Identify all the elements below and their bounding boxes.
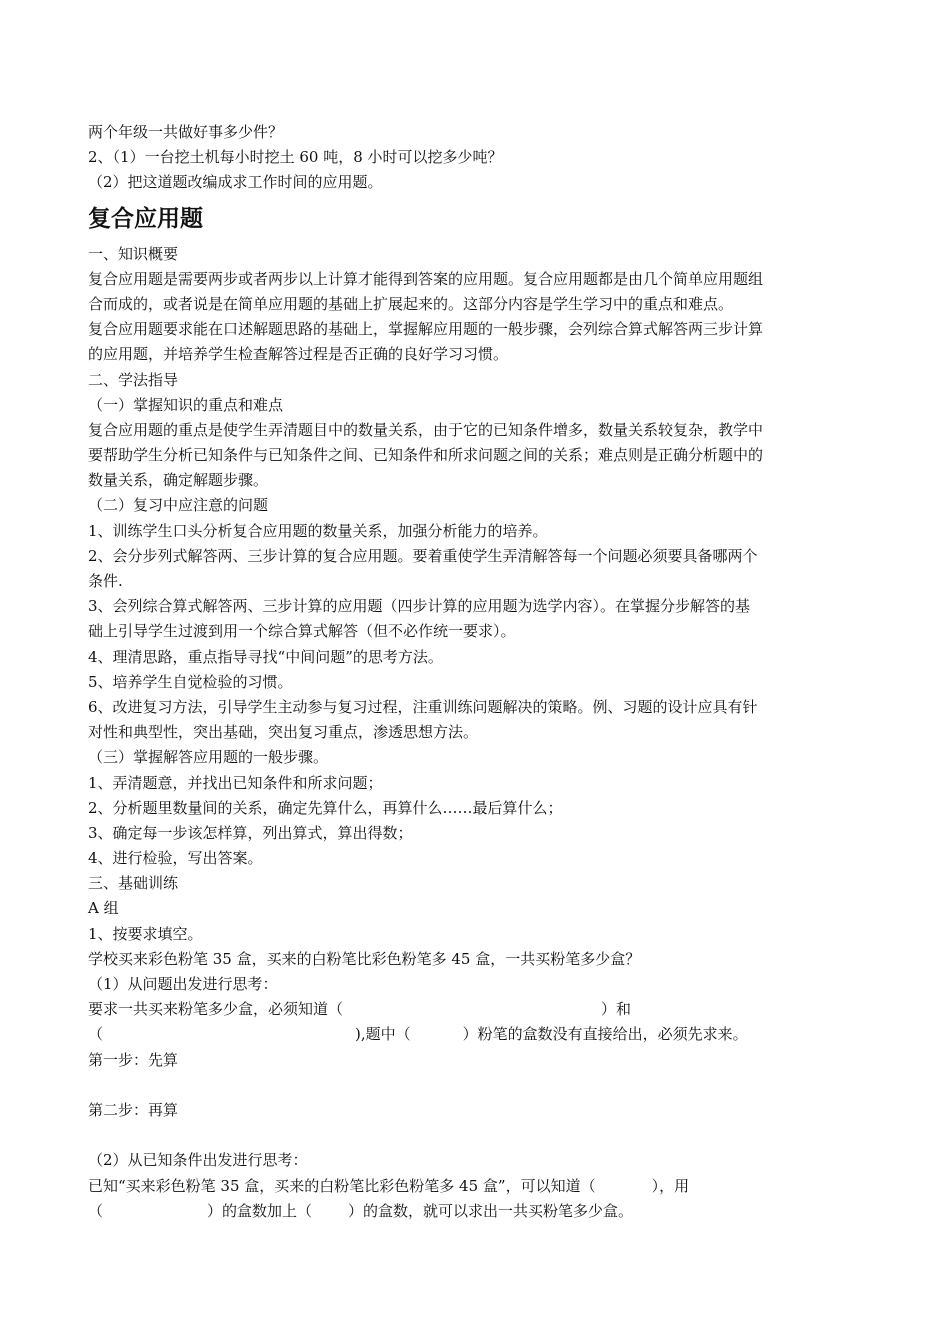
text-segment: 要求一共买来粉笔多少盒，必须知道（ [88,1000,344,1019]
subquestion: （1）从问题出发进行思考： [88,975,278,993]
subquestion: （2）从已知条件出发进行思考： [88,1151,308,1170]
text-line: 要帮助学生分析已知条件与已知条件之间、已知条件和所求问题之间的关系；难点则是正确分析题中的 [88,446,764,465]
fill-blank-line [88,997,848,1022]
section-title: 二、学法指导 [88,370,179,389]
text-segment: （ [88,1201,104,1220]
text-segment: ）的盒数加上（ [207,1201,313,1220]
text-line: 的应用题，并培养学生检查解答过程是否正确的良好学习习惯。 [88,345,509,364]
text-segment: （ [88,1025,104,1044]
fill-blank-line [88,1174,848,1199]
list-item: 3、会列综合算式解答两、三步计算的应用题（四步计算的应用题为选学内容）。在掌握分步解答的基 [88,597,751,616]
list-item: 4、理清思路，重点指导寻找“中间问题”的思考方法。 [88,647,443,666]
text-segment: ）的盒数，就可以求出一共买粉笔多少盒。 [348,1201,634,1220]
subsection-title: （三）掌握解答应用题的一般步骤。 [88,748,329,767]
list-item: 础上引导学生过渡到用一个综合算式解答（但不必作统一要求）。 [88,622,516,641]
text-line: 两个年级一共做好事多少件？ [88,123,284,141]
list-item: 5、培养学生自觉检验的习惯。 [88,672,293,691]
list-item: 条件. [88,572,123,590]
step-label: 第一步：先算 [88,1050,179,1069]
section-title: 三、基础训练 [88,874,179,893]
text-line: 数量关系，确定解题步骤。 [88,471,269,490]
text-segment: ),题中（ [355,1025,411,1044]
list-item: 1、训练学生口头分析复合应用题的数量关系，加强分析能力的培养。 [88,521,548,540]
text-line: 复合应用题的重点是使学生弄清题目中的数量关系，由于它的已知条件增多，数量关系较复杂，教学中 [88,420,764,439]
fill-blank-line [88,1199,848,1224]
list-item: 2、分析题里数量间的关系，确定先算什么，再算什么……最后算什么； [88,798,563,817]
text-line: （2）把这道题改编成求工作时间的应用题。 [88,173,383,192]
list-item: 4、进行检验，写出答案。 [88,849,263,868]
question-text: 学校买来彩色粉笔 35 盒，买来的白粉笔比彩色粉笔多 45 盒，一共买粉笔多少盒？ [88,949,641,968]
question-number: 1、按要求填空。 [88,924,203,943]
list-item: 3、确定每一步该怎样算，列出算式，算出得数； [88,823,413,842]
text-line: 复合应用题是需要两步或者两步以上计算才能得到答案的应用题。复合应用题都是由几个简单应用题组 [88,269,764,288]
list-item: 对性和典型性，突出基础，突出复习重点，渗透思想方法。 [88,723,479,742]
section-title: 一、知识概要 [88,244,179,263]
text-line: 2、（1）一台挖土机每小时挖土 60 吨，8 小时可以挖多少吨？ [88,148,503,167]
subsection-title: （一）掌握知识的重点和难点 [88,395,284,414]
text-line: 复合应用题要求能在口述解题思路的基础上，掌握解应用题的一般步骤，会列综合算式解答两三步计算 [88,320,764,339]
text-segment: ）粉笔的盒数没有直接给出，必须先求来。 [462,1025,748,1044]
document-page [88,120,848,1224]
text-line: 合而成的，或者说是在简单应用题的基础上扩展起来的。这部分内容是学生学习中的重点和难点。 [88,294,734,313]
list-item: 2、会分步列式解答两、三步计算的复合应用题。要着重使学生弄清解答每一个问题必须要具备哪两个 [88,546,758,565]
list-item: 6、改进复习方法，引导学生主动参与复习过程，注重训练问题解决的策略。例、习题的设计应具有针 [88,697,758,716]
text-segment: ），用 [651,1176,690,1195]
step-label: 第二步：再算 [88,1100,179,1119]
text-segment: ）和 [601,1000,632,1019]
subsection-title: （二）复习中应注意的问题 [88,496,269,515]
section-heading: 复合应用题 [88,205,203,232]
fill-blank-line [88,1022,848,1047]
text-segment: 已知“买来彩色粉笔 35 盒，买来的白粉笔比彩色粉笔多 45 盒”，可以知道（ [88,1176,596,1195]
list-item: 1、弄清题意，并找出已知条件和所求问题； [88,773,383,792]
group-label: A 组 [88,899,119,918]
